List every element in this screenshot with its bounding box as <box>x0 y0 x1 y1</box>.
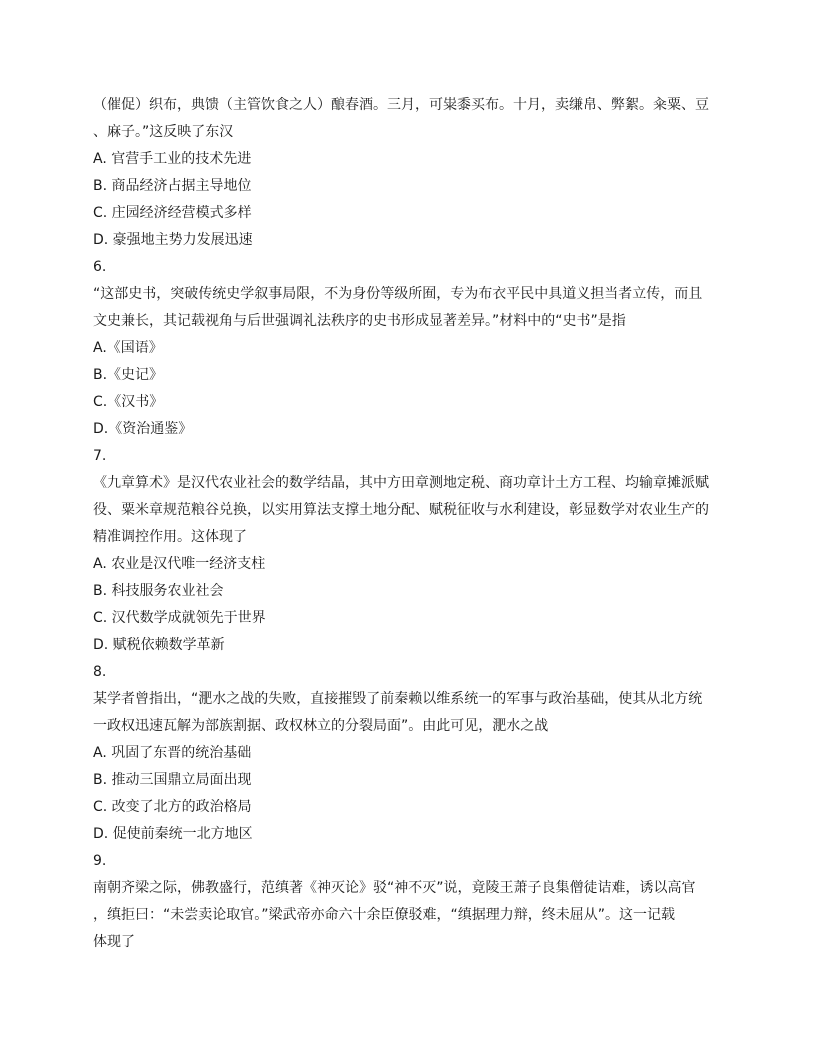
option-a: A. 巩固了东晋的统治基础 <box>93 745 252 761</box>
question-9-stem <box>93 875 723 956</box>
stem-line: “这部史书，突破传统史学叙事局限，不为身份等级所囿，专为布衣平民中具道义担当者立传，而且 <box>93 286 703 302</box>
option-b: B. 科技服务农业社会 <box>93 583 224 599</box>
exam-page <box>93 92 723 956</box>
question-7-number: 7. <box>93 448 107 464</box>
stem-line: 、麻子。”这反映了东汉 <box>93 124 234 140</box>
option-b: B. 推动三国鼎立局面出现 <box>93 772 252 788</box>
option-c: C. 庄园经济经营模式多样 <box>93 205 252 221</box>
option-c: C.《汉书》 <box>93 394 164 410</box>
stem-line: ，缜拒曰：“未尝卖论取官。”梁武帝亦命六十余臣僚驳难，“缜据理力辩，终未屈从”。这一记载 <box>93 907 676 923</box>
stem-line: 文史兼长，其记载视角与后世强调礼法秩序的史书形成显著差异。”材料中的“史书”是指 <box>93 313 626 329</box>
question-7-stem <box>93 470 723 551</box>
question-5-stem <box>93 92 723 146</box>
stem-line: 精准调控作用。这体现了 <box>93 529 247 545</box>
stem-line: 役、粟米章规范粮谷兑换，以实用算法支撑土地分配、赋税征收与水利建设，彰显数学对农业生产的 <box>93 502 709 518</box>
option-d: D. 豪强地主势力发展迅速 <box>93 232 253 248</box>
option-a: A.《国语》 <box>93 340 163 356</box>
option-a: A. 官营手工业的技术先进 <box>93 151 252 167</box>
question-6-stem <box>93 281 723 335</box>
stem-line: 一政权迅速瓦解为部族割据、政权林立的分裂局面”。由此可见，淝水之战 <box>93 718 549 734</box>
option-a: A. 农业是汉代唯一经济支柱 <box>93 556 266 572</box>
option-d: D.《资治通鉴》 <box>93 421 193 437</box>
question-9-number: 9. <box>93 853 107 869</box>
option-c: C. 改变了北方的政治格局 <box>93 799 252 815</box>
question-6-number: 6. <box>93 259 107 275</box>
stem-line: 体现了 <box>93 934 135 950</box>
stem-line: 南朝齐梁之际，佛教盛行，范缜著《神灭论》驳“神不灭”说，竟陵王萧子良集僧徒诘难，诱以高官 <box>93 880 696 896</box>
option-d: D. 赋税依赖数学革新 <box>93 637 225 653</box>
option-b: B. 商品经济占据主导地位 <box>93 178 252 194</box>
option-c: C. 汉代数学成就领先于世界 <box>93 610 266 626</box>
question-8-stem <box>93 686 723 740</box>
stem-line: （催促）织布，典馈（主管饮食之人）酿春酒。三月，可粜黍买布。十月，卖缣帛、弊絮。籴粟、豆 <box>93 97 709 113</box>
option-d: D. 促使前秦统一北方地区 <box>93 826 253 842</box>
stem-line: 某学者曾指出，“淝水之战的失败，直接摧毁了前秦赖以维系统一的军事与政治基础，使其从北方统 <box>93 691 703 707</box>
question-8-number: 8. <box>93 664 107 680</box>
option-b: B.《史记》 <box>93 367 164 383</box>
stem-line: 《九章算术》是汉代农业社会的数学结晶，其中方田章测地定税、商功章计土方工程、均输章摊派赋 <box>93 475 709 491</box>
